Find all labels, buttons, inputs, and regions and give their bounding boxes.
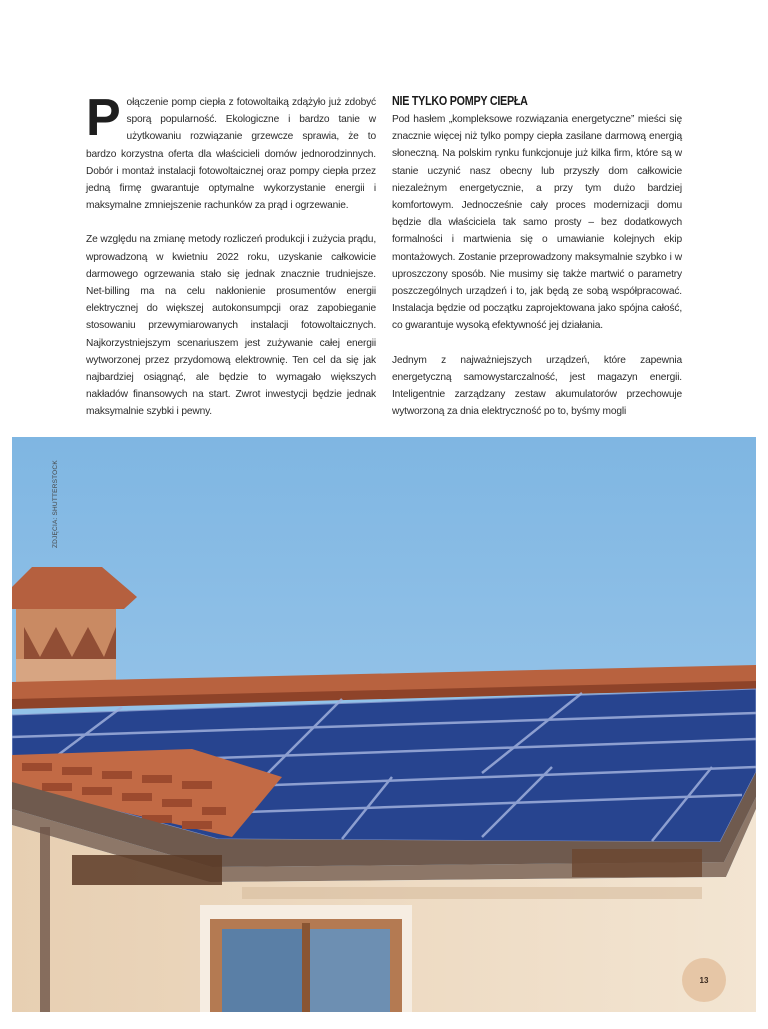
house-solar-photo <box>12 437 756 1012</box>
section-heading: NIE TYLKO POMPY CIEPŁA <box>392 94 528 108</box>
page-number: 13 <box>699 976 709 985</box>
paragraph-3: Pod hasłem „kompleksowe rozwiązania energetyczne” mieści się znacznie więcej niż tylko pompy ciepła zasilane darmową energią słoneczną. Na polskim rynku funkcjonuje już kilka firm, które są w stanie uczynić nasz obecny lub przyszły dom całkowicie niezależnym energetycznie, a przy tym dużo bardziej komfortowym. Jednocześnie cały proces modernizacji domu będzie dla właściciela tak samo prosty – bez dodatkowych formalności i martwienia się o umawianie kolejnych ekip montażowych. Zostanie przeprowadzony maksymalnie szybko i w uproszczony sposób. Nie musimy się także martwić o parametry poszczególnych urządzeń i to, jak będą ze sobą współpracować. Instalacja będzie od początku zaprojektowana jako spójna całość, co gwarantuje wysoką efektywność jej działania. <box>392 114 682 332</box>
right-column <box>392 94 682 437</box>
house-with-solar-panels-illustration <box>12 437 756 1012</box>
paragraph-1 <box>86 89 376 214</box>
photo-credit <box>52 452 62 552</box>
paragraph-4: Jednym z najważniejszych urządzeń, które zapewnia energetyczną samowystarczalność, jest magazyn energii. Inteligentnie zarządzany zestaw akumulatorów przechowuje wytworzoną za dnia elektryczność po to, byśmy mogli <box>392 354 682 418</box>
window <box>200 905 412 1012</box>
left-column <box>86 89 376 438</box>
photo-credit-text: ZDJĘCIA: SHUTTERSTOCK <box>52 460 59 548</box>
dropcap: P <box>86 89 121 147</box>
paragraph-2: Ze względu na zmianę metody rozliczeń produkcji i zużycia prądu, wprowadzoną w kwietniu 2022 roku, uzyskanie całkowicie darmowego ogrzewania stało się jednak znacznie trudniejsze. Net-billing ma na celu nakłonienie prosumentów energii elektrycznej do większej autokonsumpcji oraz zapobieganie stosowaniu przewymiarowanych instalacji fotowoltaicznych. Najkorzystniejszym scenariuszem jest zużywanie całej energii wytworzonej przez przydomową elektrownię. Ten cel da się jak najbardziej osiągnąć, ale będzie to wymagało większych nakładów finansowych na start. Zwrot inwestycji będzie jednak maksymalnie szybki i pewny. <box>86 234 376 418</box>
paragraph-1-text: ołączenie pomp ciepła z fotowoltaiką zdążyło już zdobyć sporą popularność. Ekologiczne i bardzo tanie w użytkowaniu rozwiązanie grzewcze sprawia, że to bardzo korzystna oferta dla właścicieli domów jednorodzinnych. Dobór i montaż instalacji fotowoltaicznej oraz pompy ciepła przez jedną firmę gwarantuje optymalne wykorzystanie energii i maksymalne zmniejszenie rachunków za prąd i ogrzewanie. <box>86 97 376 212</box>
